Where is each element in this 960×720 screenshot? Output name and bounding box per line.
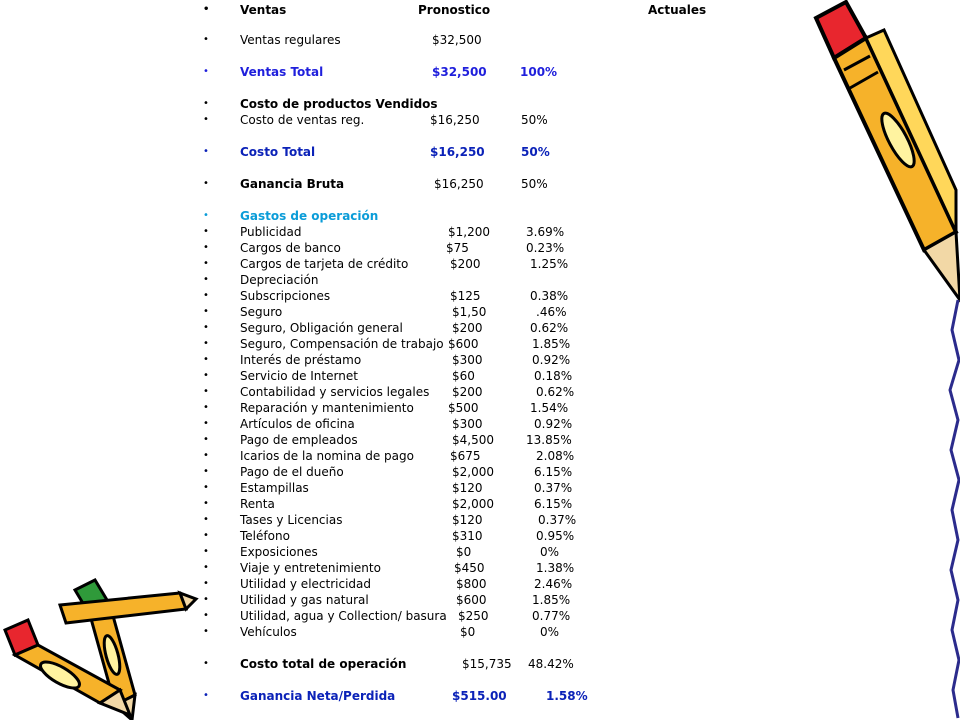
- row-forecast-amount: $600: [456, 593, 487, 607]
- row-forecast-percent: 1.25%: [530, 257, 569, 271]
- row-forecast-percent: 0.92%: [534, 417, 573, 431]
- row-forecast-amount: $1,50: [452, 305, 487, 319]
- row-forecast-amount: $125: [450, 289, 481, 303]
- row-label: Icarios de la nomina de pago: [240, 449, 414, 463]
- bullet: •: [203, 610, 209, 621]
- row-forecast-percent: 1.38%: [536, 561, 575, 575]
- row-forecast-percent: 0.37%: [534, 481, 573, 495]
- row-forecast-amount: $16,250: [430, 113, 480, 127]
- row-forecast-amount: $800: [456, 577, 487, 591]
- row-label: Vehículos: [240, 625, 297, 639]
- row-label: Costo total de operación: [240, 657, 407, 671]
- row-forecast-percent: 1.85%: [532, 593, 571, 607]
- row-forecast-percent: 1.58%: [546, 689, 588, 703]
- row-label: Interés de préstamo: [240, 353, 362, 367]
- row-label: Utilidad y electricidad: [240, 577, 371, 591]
- row-forecast-percent: 0.37%: [538, 513, 577, 527]
- row-forecast-percent: 0.77%: [532, 609, 571, 623]
- row-label: Renta: [240, 497, 275, 511]
- row-label: Ventas regulares: [240, 33, 341, 47]
- bullet: •: [203, 34, 209, 45]
- row-forecast-percent: 50%: [521, 113, 548, 127]
- row-label: Ventas Total: [240, 65, 324, 79]
- bullet: •: [203, 402, 209, 413]
- bullet: •: [203, 482, 209, 493]
- bullet: •: [203, 354, 209, 365]
- bullet: •: [203, 546, 209, 557]
- header-forecast: Pronostico: [418, 3, 491, 17]
- row-forecast-amount: $1,200: [448, 225, 490, 239]
- row-forecast-amount: $675: [450, 449, 481, 463]
- row-forecast-amount: $32,500: [432, 33, 482, 47]
- row-forecast-amount: $16,250: [434, 177, 484, 191]
- row-label: Ganancia Bruta: [240, 177, 345, 191]
- row-forecast-amount: $450: [454, 561, 485, 575]
- bullet: •: [203, 274, 209, 285]
- row-label: Seguro, Obligación general: [240, 321, 403, 335]
- bullet: •: [203, 530, 209, 541]
- bullet: •: [203, 258, 209, 269]
- row-label: Cargos de tarjeta de crédito: [240, 257, 409, 271]
- row-forecast-percent: 1.85%: [532, 337, 571, 351]
- row-forecast-percent: 1.54%: [530, 401, 569, 415]
- row-forecast-amount: $75: [446, 241, 469, 255]
- row-forecast-percent: .46%: [536, 305, 567, 319]
- row-label: Ganancia Neta/Perdida: [240, 689, 396, 703]
- row-forecast-percent: 6.15%: [534, 497, 573, 511]
- bullet: •: [203, 146, 209, 157]
- bullet: •: [203, 578, 209, 589]
- bullet: •: [203, 4, 210, 15]
- row-label: Servicio de Internet: [240, 369, 358, 383]
- row-forecast-amount: $120: [452, 513, 483, 527]
- bullet: •: [203, 370, 209, 381]
- row-label: Subscripciones: [240, 289, 331, 303]
- row-label: Costo de ventas reg.: [240, 113, 365, 127]
- bullet: •: [203, 290, 209, 301]
- row-label: Pago de empleados: [240, 433, 358, 447]
- row-forecast-percent: 0.23%: [526, 241, 565, 255]
- row-forecast-amount: $300: [452, 417, 483, 431]
- pencils-icon: [0, 575, 200, 720]
- row-forecast-percent: 100%: [520, 65, 558, 79]
- row-forecast-percent: 2.08%: [536, 449, 575, 463]
- row-forecast-percent: 13.85%: [526, 433, 572, 447]
- row-forecast-percent: 2.46%: [534, 577, 573, 591]
- row-label: Utilidad y gas natural: [240, 593, 369, 607]
- bullet: •: [203, 450, 209, 461]
- row-label: Seguro, Compensación de trabajo: [240, 337, 444, 351]
- bullet: •: [203, 690, 209, 701]
- row-forecast-amount: $200: [452, 321, 483, 335]
- bullet: •: [203, 178, 209, 189]
- row-forecast-percent: 3.69%: [526, 225, 565, 239]
- bullet: •: [203, 498, 209, 509]
- bullet: •: [203, 386, 209, 397]
- bullet: •: [203, 466, 209, 477]
- row-label: Costo de productos Vendidos: [240, 97, 438, 111]
- row-label: Estampillas: [240, 481, 309, 495]
- row-forecast-amount: $200: [450, 257, 481, 271]
- row-forecast-percent: 0.18%: [534, 369, 573, 383]
- bullet: •: [203, 114, 209, 125]
- row-forecast-amount: $4,500: [452, 433, 494, 447]
- row-forecast-percent: 48.42%: [528, 657, 574, 671]
- bullet: •: [203, 210, 209, 221]
- row-label: Contabilidad y servicios legales: [240, 385, 430, 399]
- row-forecast-amount: $0: [456, 545, 472, 559]
- pencil-icon: [806, 0, 960, 720]
- row-forecast-amount: $60: [452, 369, 475, 383]
- row-forecast-percent: 0.62%: [536, 385, 575, 399]
- row-label: Publicidad: [240, 225, 302, 239]
- bullet: •: [203, 562, 209, 573]
- row-forecast-amount: $600: [448, 337, 479, 351]
- row-forecast-amount: $300: [452, 353, 483, 367]
- row-forecast-percent: 50%: [521, 145, 550, 159]
- row-forecast-amount: $15,735: [462, 657, 512, 671]
- bullet: •: [203, 418, 209, 429]
- bullet: •: [203, 98, 209, 109]
- row-label: Tases y Licencias: [240, 513, 343, 527]
- bullet: •: [203, 514, 209, 525]
- bullet: •: [203, 658, 209, 669]
- row-forecast-amount: $32,500: [432, 65, 487, 79]
- bullet: •: [203, 594, 209, 605]
- row-forecast-amount: $2,000: [452, 465, 494, 479]
- row-label: Gastos de operación: [240, 209, 379, 223]
- row-label: Pago de el dueño: [240, 465, 344, 479]
- row-forecast-percent: 0.62%: [530, 321, 569, 335]
- bullet: •: [203, 626, 209, 637]
- row-forecast-amount: $250: [458, 609, 489, 623]
- bullet: •: [203, 306, 209, 317]
- row-forecast-percent: 0%: [540, 625, 560, 639]
- row-forecast-percent: 50%: [521, 177, 548, 191]
- bullet: •: [203, 338, 209, 349]
- bullet: •: [203, 434, 209, 445]
- row-label: Teléfono: [240, 529, 290, 543]
- row-forecast-amount: $200: [452, 385, 483, 399]
- bullet: •: [203, 226, 209, 237]
- row-forecast-percent: 0.95%: [536, 529, 575, 543]
- row-forecast-amount: $2,000: [452, 497, 494, 511]
- row-forecast-amount: $0: [460, 625, 476, 639]
- row-forecast-amount: $120: [452, 481, 483, 495]
- row-forecast-percent: 0.38%: [530, 289, 569, 303]
- row-forecast-percent: 6.15%: [534, 465, 573, 479]
- row-forecast-amount: $310: [452, 529, 483, 543]
- row-forecast-amount: $515.00: [452, 689, 507, 703]
- header-label: Ventas: [240, 3, 287, 17]
- row-label: Exposiciones: [240, 545, 318, 559]
- row-label: Depreciación: [240, 273, 319, 287]
- row-forecast-percent: 0%: [540, 545, 560, 559]
- row-label: Viaje y entretenimiento: [240, 561, 381, 575]
- row-forecast-amount: $500: [448, 401, 479, 415]
- bullet: •: [203, 242, 209, 253]
- row-label: Artículos de oficina: [240, 417, 355, 431]
- header-actual: Actuales: [648, 3, 707, 17]
- row-label: Costo Total: [240, 145, 316, 159]
- row-label: Cargos de banco: [240, 241, 341, 255]
- bullet: •: [203, 322, 209, 333]
- row-label: Seguro: [240, 305, 283, 319]
- row-forecast-amount: $16,250: [430, 145, 485, 159]
- row-label: Utilidad, agua y Collection/ basura: [240, 609, 447, 623]
- row-forecast-percent: 0.92%: [532, 353, 571, 367]
- bullet: •: [203, 66, 209, 77]
- row-label: Reparación y mantenimiento: [240, 401, 414, 415]
